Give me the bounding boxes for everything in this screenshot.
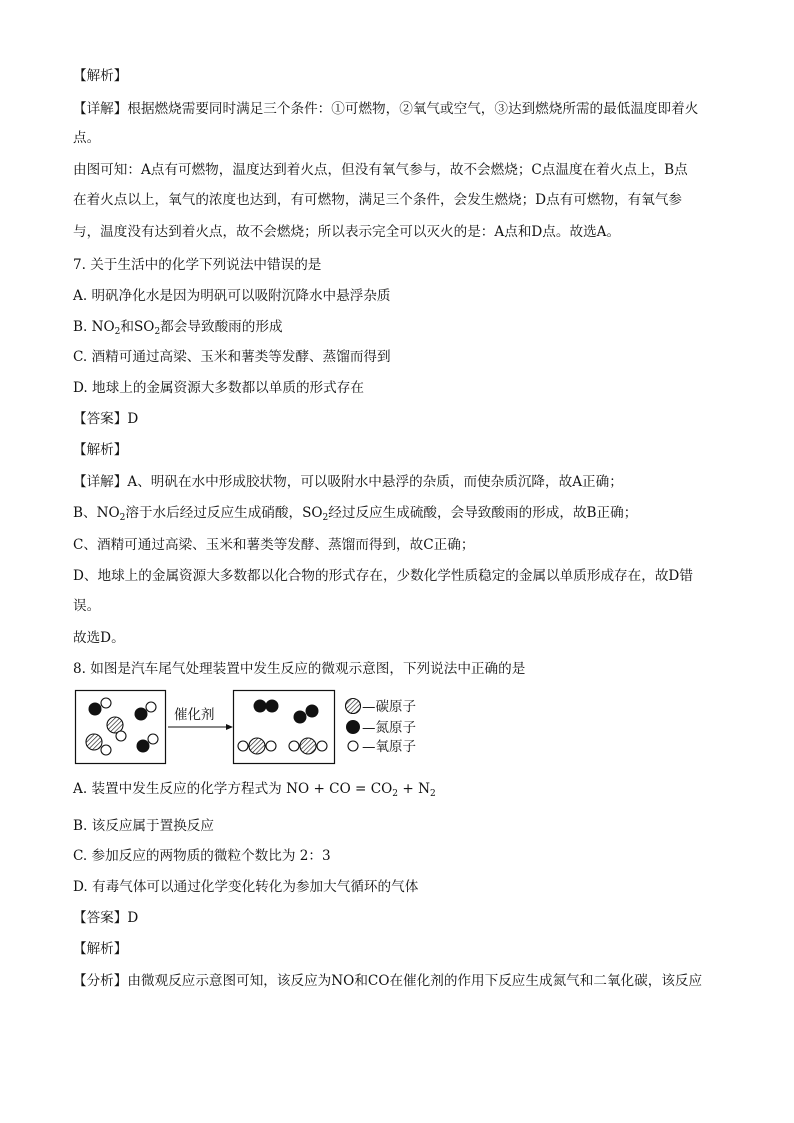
- q6-analysis-tag: 【解析】: [73, 68, 128, 84]
- q8-option-b: B. 该反应属于置换反应: [73, 818, 214, 834]
- q7-detail-d-line-2: 误。: [73, 598, 101, 614]
- q8-option-a: A. 装置中发生反应的化学方程式为 NO + CO = $CO_2 + N_2$: [73, 781, 436, 799]
- q6-detail-line-4: 在着火点以上，氧气的浓度也达到，有可燃物，满足三个条件，会发生燃烧；D点有可燃物，有氧气参: [73, 192, 683, 208]
- q6-detail-line-1: 【详解】根据燃烧需要同时满足三个条件：①可燃物，②氧气或空气，③达到燃烧所需的最低温度即着火: [73, 101, 699, 117]
- products-box: [234, 691, 335, 764]
- q7-detail-a: 【详解】A、明矾在水中形成胶状物，可以吸附水中悬浮的杂质，而使杂质沉降，故A正确；: [73, 474, 623, 490]
- legend-oxygen: [348, 739, 416, 755]
- q7-answer: 【答案】D: [73, 411, 139, 427]
- q6-detail-line-5: 与，温度没有达到着火点，故不会燃烧；所以表示完全可以灭火的是：A点和D点。故选A。: [73, 224, 621, 240]
- legend-carbon-label: —碳原子: [362, 699, 416, 715]
- q7-option-d: D. 地球上的金属资源大多数都以单质的形式存在: [73, 380, 364, 396]
- co-molecule-2: [86, 734, 111, 755]
- q7-option-c: C. 酒精可通过高梁、玉米和薯类等发酵、蒸馏而得到: [73, 349, 391, 365]
- q8-option-d: D. 有毒气体可以通过化学变化转化为参加大气循环的气体: [73, 879, 419, 895]
- q7-detail-d-line-1: D、地球上的金属资源大多数都以化合物的形式存在，少数化学性质稳定的金属以单质形成存在，故D错: [73, 568, 693, 584]
- q8-answer: 【答案】D: [73, 910, 139, 926]
- n2-molecule-1: [254, 700, 279, 713]
- q8-analysis-tag: 【解析】: [73, 941, 128, 957]
- catalyst-label: 催化剂: [174, 707, 215, 723]
- co2-molecule-2: [289, 738, 327, 754]
- reactants-box: [76, 691, 166, 764]
- legend-nitrogen: [346, 720, 416, 736]
- q7-conclusion: 故选D。: [73, 630, 125, 646]
- q7-question: 7. 关于生活中的化学下列说法中错误的是: [73, 257, 322, 273]
- no-molecule-3: [137, 734, 159, 753]
- oxygen-atom-icon: [348, 741, 358, 751]
- q6-detail-line-3: 由图可知：A点有可燃物，温度达到着火点，但没有氧气参与，故不会燃烧；C点温度在着火点上，B点: [73, 162, 688, 178]
- carbon-atom-icon: [346, 699, 361, 714]
- q7-option-b: B. $NO_2$和$SO_2$都会导致酸雨的形成: [73, 319, 283, 337]
- q6-detail-line-2: 点。: [73, 130, 101, 146]
- no-molecule-2: [135, 702, 157, 721]
- q7-detail-c: C、酒精可通过高梁、玉米和薯类等发酵、蒸馏而得到，故C正确；: [73, 537, 475, 553]
- q7-option-a: A. 明矾净化水是因为明矾可以吸附沉降水中悬浮杂质: [73, 288, 391, 304]
- q8-question: 8. 如图是汽车尾气处理装置中发生反应的微观示意图，下列说法中正确的是: [73, 661, 526, 677]
- q7-analysis-tag: 【解析】: [73, 442, 128, 458]
- reaction-arrow-head: [226, 724, 233, 730]
- nitrogen-atom-icon: [346, 720, 360, 734]
- q8-analysis-line: 【分析】由微观反应示意图可知，该反应为NO和CO在催化剂的作用下反应生成氮气和二氧化碳，该反应: [73, 973, 703, 989]
- n2-molecule-2: [294, 705, 319, 724]
- no-molecule-1: [89, 698, 112, 716]
- co2-molecule-1: [238, 738, 276, 754]
- legend-nitrogen-label: —氮原子: [362, 720, 416, 736]
- co-molecule-1: [107, 717, 126, 741]
- q7-detail-b: B、$NO_2$溶于水后经过反应生成硝酸，$SO_2$经过反应生成硫酸，会导致酸雨的形成，故B正确；: [73, 505, 638, 523]
- q8-option-c: C. 参加反应的两物质的微粒个数比为 2：3: [73, 848, 331, 864]
- legend-oxygen-label: —氧原子: [362, 739, 416, 755]
- legend-carbon: [346, 699, 417, 716]
